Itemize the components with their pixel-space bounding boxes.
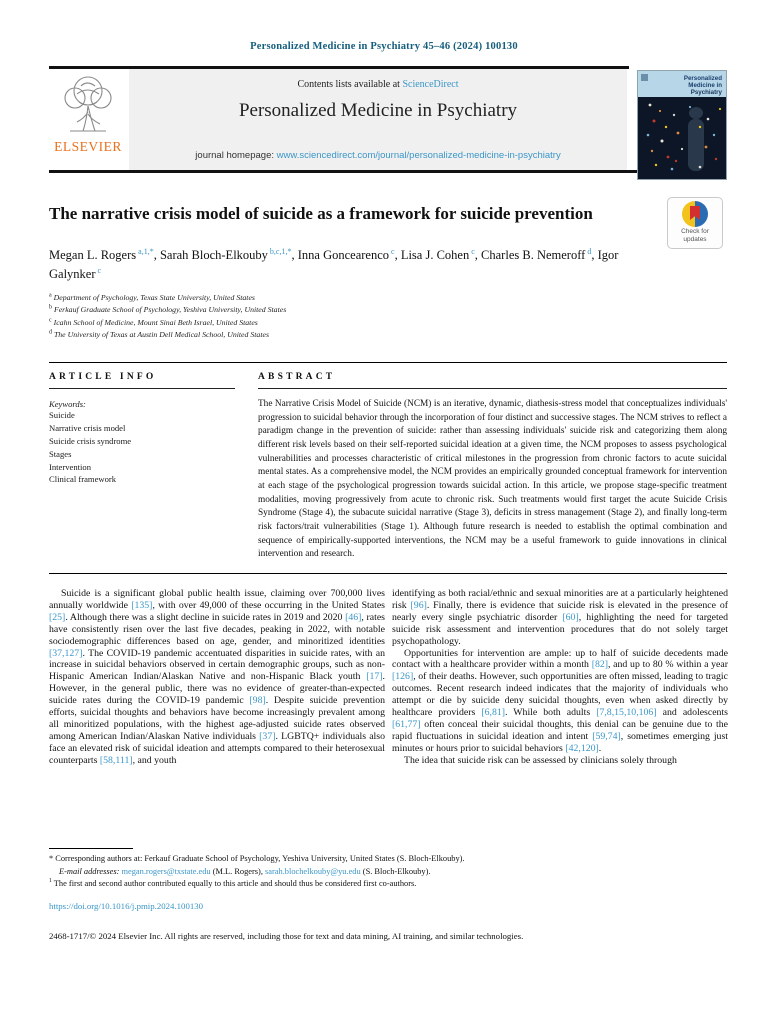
masthead-graybox <box>129 69 627 170</box>
article-title: The narrative crisis model of suicide as a framework for suicide prevention <box>49 204 593 223</box>
inline-link[interactable]: d <box>585 246 592 256</box>
affiliation-row: $^c$ Icahn School of Medicine, Mount Sinai Beth Israel, United States <box>49 317 258 327</box>
keyword-item: Intervention <box>49 461 91 472</box>
inline-link[interactable]: [7,8,15,10,106] <box>596 707 657 719</box>
abstract-column <box>258 372 727 562</box>
elsevier-tree-icon <box>57 72 119 138</box>
keyword-item: Stages <box>49 448 72 459</box>
cover-title-line1: Personalized <box>683 75 722 82</box>
body-paragraph: Suicide is a significant global public health issue, claiming over 700,000 lives annually worldwide [135], with over 49,000 of these occurring in the United States [25]. Although there was a slight decline in suicide rates in 2019 and 2020 [46], rates have consistently risen over the last five decades, peaking in 2022, with notable sociodemographic differences based on age, gender, and minoritized identities [37,127]. The COVID-19 pandemic accentuated disparities in suicide rates, with an increase in suicidal behaviors observed in certain demographic groups, such as non-Hispanic American Indian/Alaskan Native and non-Hispanic Black youth [17]. However, in the general public, there was no evidence of greater-than-expected suicide rates during the COVID-19 pandemic [98]. Despite suicide prevention efforts, suicidal thoughts and behaviors have become increasingly prevalent among all minoritized populations, with the highest age-adjusted suicide rates observed among American Indian/Alaskan Native individuals [37]. LGBTQ+ individuals also face an elevated risk of suicidal ideation and attempts compared to their heterosexual counterparts [58,111], and youth <box>49 588 385 766</box>
check-updates-label: Check for updates <box>681 228 709 244</box>
inline-link[interactable]: [60] <box>562 611 579 623</box>
keyword-item: Narrative crisis model <box>49 422 126 433</box>
keywords-list <box>49 409 235 486</box>
inline-link[interactable]: [59,74] <box>592 730 621 742</box>
elsevier-wordmark: ELSEVIER <box>54 139 122 154</box>
inline-link[interactable]: [46] <box>345 611 362 623</box>
article-info-column <box>49 372 235 486</box>
cover-title-line2: Medicine in <box>688 82 722 89</box>
info-abstract-section <box>49 362 727 574</box>
journal-reference: Personalized Medicine in Psychiatry 45–46 (2024) 100130 <box>250 41 518 52</box>
crossmark-icon <box>682 201 708 227</box>
inline-link[interactable]: [37] <box>259 730 276 742</box>
footnotes <box>49 848 727 891</box>
inline-link[interactable]: [96] <box>410 599 427 611</box>
body-column-right <box>392 588 728 767</box>
body-paragraph: Opportunities for intervention are ample: up to half of suicide decedents made contact with a healthcare provider within a month [82], and up to 80 % within a year [126], of their deaths. However, such opportunities are often missed, leading to tragic outcomes. Recent research indeed indicates that the majority of individuals who attempt or die by suicide deny suicidal thoughts, even when asked directly by healthcare providers [6,81]. While both adults [7,8,15,10,106] and adolescents [61,77] often conceal their suicidal thoughts, this denial can be genuine due to the rapid fluctuations in suicidal ideation and intent [59,74], sometimes emerging just minutes or hours prior to suicidal behaviors [42,120]. <box>392 647 728 754</box>
journal-title: Personalized Medicine in Psychiatry <box>238 100 518 121</box>
inline-link[interactable]: c <box>389 246 395 256</box>
copyright-line: 2468-1717/© 2024 Elsevier Inc. All rights are reserved, including those for text and data mining, AI training, and similar technologies. <box>49 931 524 941</box>
body-column-left <box>49 588 385 767</box>
abstract-text: The Narrative Crisis Model of Suicide (NCM) is an iterative, dynamic, diathesis-stress model that conceptualizes individuals' progression to suicidal behavior through the incorporation of four distinct and successive stages. The NCM strives to reflect a paradigm change in the prevention of suicide: rather than assessing individuals' suicide risk and categorizing them along different risk levels based on their self-reported suicidal ideation at a given time, the NCM proposes to assess psychological vulnerabilities and processes characteristic of critical milestones in the progression from chronic factors to acute suicidal mental states. As a comprehensive model, the NCM provides an empirically grounded conceptual framework for intervention at each stage of the psychological progression towards suicidal action. In this article, we propose stage-specific treatment modalities, moving progressively from acute to chronic risk. Such treatments would first target the acute Suicide Crisis Syndrome (Stage 4), the subacute suicidal narrative (Stage 3), deficits in stress management (Stage 2), and finally long-term risk factors/trait vulnerabilities (Stage 1). Although future research is needed to establish the optimal combination and sequence of empirically-supported interventions, the NCM may be a useful framework to guide innovations in clinical intervention and research. <box>258 399 727 560</box>
journal-cover-thumbnail[interactable] <box>637 70 727 180</box>
inline-link[interactable]: ScienceDirect <box>402 79 459 90</box>
inline-link[interactable]: [17] <box>366 671 383 683</box>
elsevier-logo[interactable] <box>49 72 127 170</box>
affiliation-row: $^d$ The University of Texas at Austin Dell Medical School, United States <box>49 329 269 340</box>
inline-link[interactable]: [98] <box>249 695 266 707</box>
email-addresses-note: E-mail addresses: megan.rogers@txstate.edu (M.L. Rogers), sarah.blochelkouby@yu.edu (S. Bloch-Elkouby). <box>59 866 431 876</box>
inline-link[interactable]: c <box>95 266 102 276</box>
inline-link[interactable]: [42,120] <box>565 742 599 754</box>
inline-link[interactable]: [6,81] <box>481 707 505 719</box>
masthead-bottom-rule <box>49 170 727 173</box>
inline-link[interactable]: [135] <box>131 599 153 611</box>
doi-link[interactable]: https://doi.org/10.1016/j.pmip.2024.100130 <box>49 901 204 911</box>
footnote-rule <box>49 848 133 849</box>
check-for-updates-badge[interactable] <box>667 197 723 249</box>
abstract-rule <box>258 388 727 389</box>
inline-link[interactable]: megan.rogers@txstate.edu <box>121 866 211 876</box>
inline-link[interactable]: [37,127] <box>49 647 83 659</box>
masthead <box>49 66 727 172</box>
body-paragraph: The idea that suicide risk can be assessed by clinicians solely through <box>404 754 677 766</box>
cover-title-line3: Psychiatry <box>690 89 722 96</box>
body-paragraph: identifying as both racial/ethnic and sexual minorities are at a particularly heightened risk [96]. Finally, there is evidence that suicide risk is elevated in the presence of nearly every single psychiatric disorder [60], highlighting the need for targeted suicide risk assessment and intervention procedures that do not solely target psychopathology. <box>392 588 728 647</box>
inline-link[interactable]: [61,77] <box>392 718 421 730</box>
inline-link[interactable]: [82] <box>591 659 609 671</box>
equal-contribution-note: $^1$ The first and second author contributed equally to this article and should thus be considered first co-authors. <box>49 878 417 889</box>
affiliations <box>49 292 669 342</box>
keyword-item: Clinical framework <box>49 474 117 485</box>
affiliation-row: $^b$ Ferkauf Graduate School of Psychology, Yeshiva University, United States <box>49 304 287 315</box>
inline-link[interactable]: [25] <box>49 611 66 623</box>
keywords-label: Keywords: <box>49 399 86 409</box>
keyword-item: Suicide <box>49 410 75 420</box>
keyword-item: Suicide crisis syndrome <box>49 435 132 446</box>
author-list: Megan L. Rogers $^{a,1,*}$, Sarah Bloch-Elkouby $^{b,c,1,*}$, Inna Goncearenco $^c$, Lisa J. Cohen $^c$, Charles B. Nemeroff $^d$, Igor Galynker $^c$ <box>49 246 619 282</box>
inline-link[interactable]: sarah.blochelkouby@yu.edu <box>265 866 361 876</box>
article-info-rule <box>49 388 235 389</box>
abstract-heading: ABSTRACT <box>258 372 336 382</box>
journal-homepage-line: journal homepage: www.sciencedirect.com/journal/personalized-medicine-in-psychiatry <box>195 150 561 161</box>
inline-link[interactable]: c <box>469 246 475 256</box>
crossmark-bookmark-icon <box>690 206 700 220</box>
inline-link[interactable]: [58,111] <box>99 754 133 766</box>
inline-link[interactable]: a,1,* <box>136 246 154 256</box>
contents-line: Contents lists available at ScienceDirect <box>297 79 459 90</box>
inline-link[interactable]: b,c,1,* <box>267 246 292 256</box>
article-info-heading: ARTICLE INFO <box>49 372 157 382</box>
inline-link[interactable]: [126] <box>392 671 414 683</box>
inline-link[interactable]: www.sciencedirect.com/journal/personalized-medicine-in-psychiatry <box>276 150 561 161</box>
journal-cover-art <box>638 71 726 179</box>
corresponding-author-note: * Corresponding authors at: Ferkauf Graduate School of Psychology, Yeshiva University, United States (S. Bloch-Elkouby). <box>49 854 465 863</box>
affiliation-row: $^a$ Department of Psychology, Texas State University, United States <box>49 292 255 302</box>
